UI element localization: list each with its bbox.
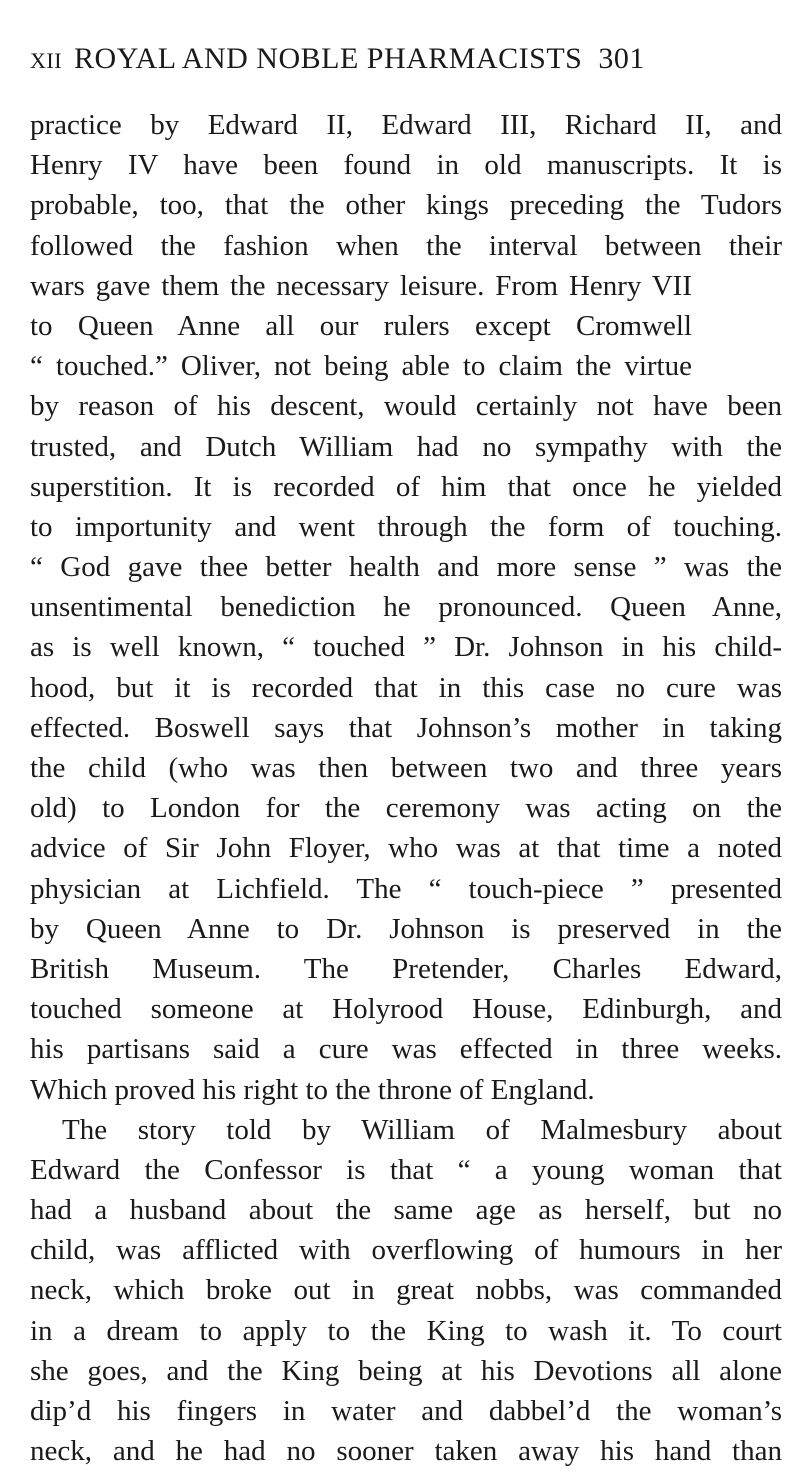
- text-line: old) to London for the ceremony was acting on the: [30, 792, 782, 825]
- text-line: neck, and he had no sooner taken away his hand than: [30, 1435, 782, 1468]
- text-line: Which proved his right to the throne of England.: [30, 1073, 595, 1106]
- text-line: probable, too, that the other kings preceding the Tudors: [30, 189, 782, 222]
- text-line: child, was afflicted with overflowing of humours in her: [30, 1234, 782, 1267]
- text-line: followed the fashion when the interval between their: [30, 229, 782, 262]
- page-number: 301: [598, 42, 645, 75]
- text-line: by reason of his descent, would certainly not have been: [30, 390, 782, 423]
- text-line: neck, which broke out in great nobbs, was commanded: [30, 1274, 782, 1307]
- text-line: to Queen Anne all our rulers except Cromwell: [30, 309, 692, 342]
- text-line: she goes, and the King being at his Devotions all alone: [30, 1354, 782, 1387]
- text-line: by Queen Anne to Dr. Johnson is preserved in the: [30, 912, 782, 945]
- text-line: effected. Boswell says that Johnson’s mother in taking: [30, 711, 782, 744]
- running-title: ROYAL AND NOBLE PHARMACISTS: [74, 42, 583, 75]
- text-line: as is well known, “ touched ” Dr. Johnson in his child-: [30, 631, 782, 664]
- text-line: dip’d his fingers in water and dabbel’d the woman’s: [30, 1395, 782, 1427]
- running-head: [30, 42, 770, 86]
- chapter-number: XII: [30, 48, 63, 73]
- text-line: physician at Lichfield. The “ touch-piece ” presented: [30, 872, 782, 905]
- text-line: Henry IV have been found in old manuscripts. It is: [30, 149, 782, 182]
- text-line: in a dream to apply to the King to wash it. To court: [30, 1314, 782, 1347]
- text-line: “ touched.” Oliver, not being able to claim the virtue: [30, 350, 692, 383]
- text-line: advice of Sir John Floyer, who was at that time a noted: [30, 832, 782, 865]
- text-line: The story told by William of Malmesbury about: [62, 1113, 782, 1146]
- text-line: “ God gave thee better health and more sense ” was the: [30, 551, 782, 584]
- text-line: touched someone at Holyrood House, Edinburgh, and: [30, 993, 782, 1026]
- text-line: British Museum. The Pretender, Charles Edward,: [30, 952, 782, 985]
- text-line: his partisans said a cure was effected in three weeks.: [30, 1033, 782, 1066]
- text-line: wars gave them the necessary leisure. From Henry VII: [30, 269, 692, 302]
- text-line: trusted, and Dutch William had no sympathy with the: [30, 430, 782, 463]
- text-line: unsentimental benediction he pronounced. Queen Anne,: [30, 591, 782, 624]
- text-line: hood, but it is recorded that in this case no cure was: [30, 671, 782, 704]
- text-line: the child (who was then between two and three years: [30, 752, 782, 784]
- text-line: superstition. It is recorded of him that once he yielded: [30, 470, 782, 503]
- text-line: Edward the Confessor is that “ a young woman that: [30, 1153, 782, 1186]
- text-line: had a husband about the same age as herself, but no: [30, 1194, 782, 1227]
- text-line: practice by Edward II, Edward III, Richard II, and: [30, 109, 782, 141]
- text-line: to importunity and went through the form of touching.: [30, 510, 782, 543]
- body-text: [30, 105, 782, 1471]
